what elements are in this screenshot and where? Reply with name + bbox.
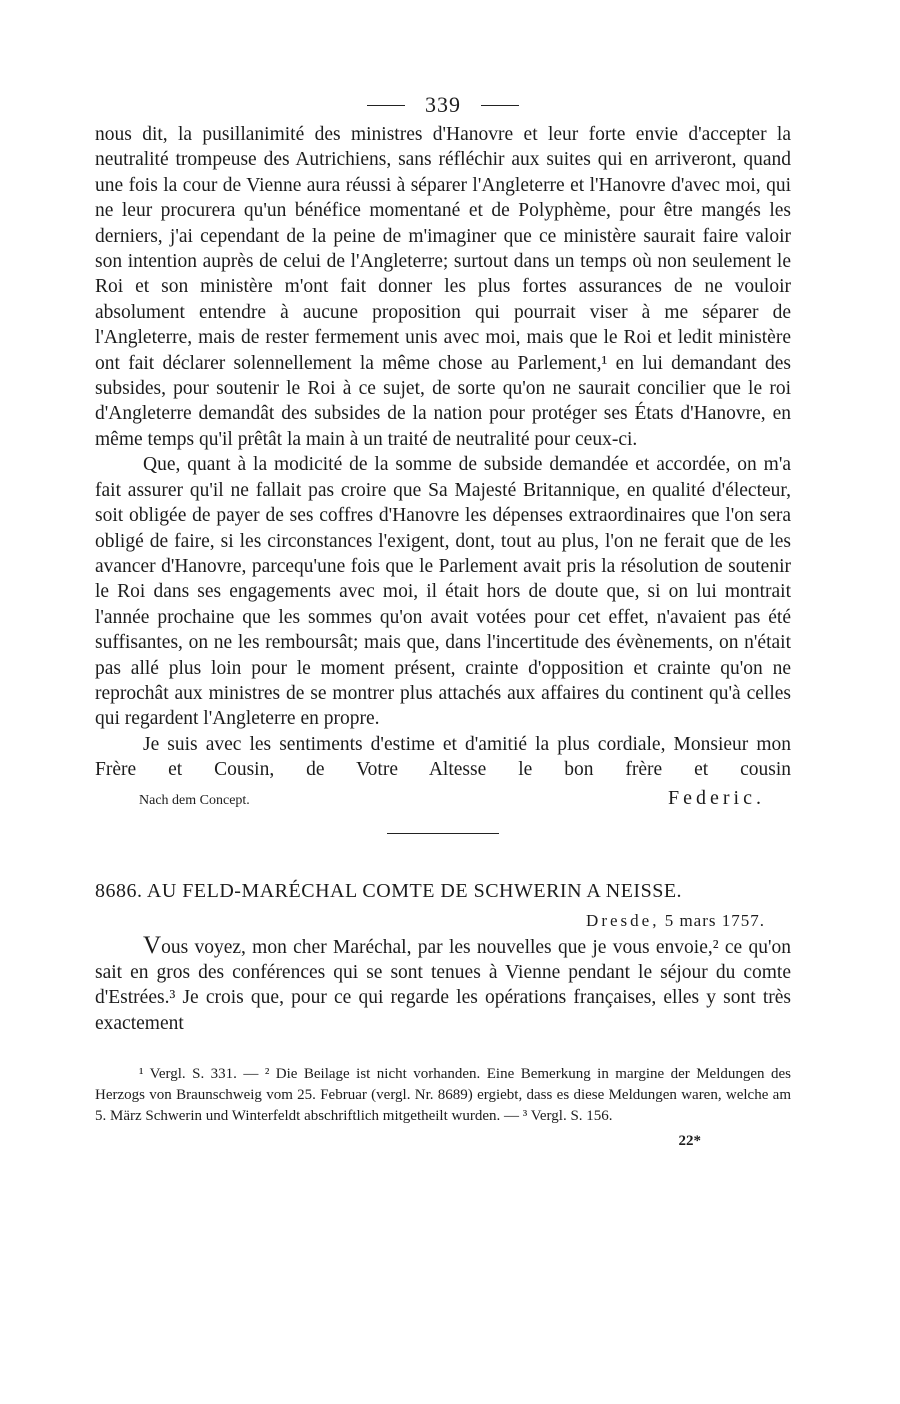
letter-paragraph xyxy=(95,933,791,1037)
body-paragraph-3: Je suis avec les sentiments d'estime et d'amitié la plus cordiale, Monsieur mon Frère et Cousin, de Votre Altesse le bon frère et cousin xyxy=(95,733,791,781)
signature-row xyxy=(95,787,791,821)
body-paragraph-2: Que, quant à la modicité de la somme de subside demandée et accordée, on m'a fait assurer qu'il ne fallait pas croire que Sa Majesté Britannique, en qualité d'électeur, soit obligée de payer de ses coffres d'Hanovre les dépenses extraordinaires que l'on sera obligé de faire, si les circonstances l'exigent, dont, tout au plus, l'on ne ferait que de les avancer d'Hanovre, parcequ'une fois que le Parlement avait pris la résolution de soutenir le Roi dans ses engagements avec moi, il était hors de doute que, si on lui montrait l'année prochaine que les sommes qu'on avait votées pour cet effet, n'avaient pas été suffisantes, on ne les remboursât; mais que, dans l'incertitude des évènements, on n'était pas allé plus loin pour le moment présent, crainte d'opposition et crainte qu'on ne reprochât aux ministres de se montrer plus attachés aux affaires du continent qu'à celles qui regardent l'Angleterre en propre. xyxy=(95,454,791,730)
section-divider xyxy=(387,833,499,834)
footnotes xyxy=(95,1064,791,1127)
page-content xyxy=(95,88,791,1150)
footnote-text: ¹ Vergl. S. 331. — ² Die Beilage ist nicht vorhanden. Eine Bemerkung in margine der Meldungen des Herzogs von Braunschweig vom 25. Februar (vergl. Nr. 8689) ergiebt, dass es diese Meldungen waren, welche am 5. März Schwerin und Winterfeldt abschriftlich mitgetheilt wurden. — ³ Vergl. S. 156. xyxy=(95,1066,791,1125)
body-paragraph-1: nous dit, la pusillanimité des ministres d'Hanovre et leur forte envie d'accepter la neutralité trompeuse des Autrichiens, sans réfléchir aux suites qui en arriveront, quand une fois la cour de Vienne aura réussi à séparer l'Angleterre et l'Hanovre d'avec moi, qui ne leur procurera qu'un bénéfice momentané et de Polyphème, pour être mangés les derniers, j'ai cependant de la peine de m'imaginer que ce ministère saurait faire valoir son intention auprès de celui de l'Angleterre; surtout dans un temps où non seulement le Roi et son ministère m'ont fait donner les plus fortes assurances de ne vouloir absolument entendre à aucune proposition qui pourrait viser à me séparer de l'Angleterre, mais de rester fermement unis avec moi, mais que le Roi et ledit ministère ont fait déclarer solennellement la même chose au Parlement,¹ en lui demandant des subsides, pour soutenir le Roi à ce sujet, de sorte qu'on ne saurait concilier que le roi d'Angleterre demandât des subsides de la nation pour protéger ses États d'Hanovre, en même temps qu'il prêtât la main à un traité de neutralité pour ceux-ci. xyxy=(95,124,791,450)
letter-title: 8686. AU FELD-MARÉCHAL COMTE DE SCHWERIN A NEISSE. xyxy=(95,879,683,902)
letter-date: 5 mars 1757. xyxy=(664,910,765,930)
letter-text: ous voyez, mon cher Maréchal, par les nouvelles que je vous envoie,² ce qu'on sait en gros des conférences qui se sont tenues à Vienne pendant le séjour du comte d'Estrées.³ Je crois que, pour ce qui regarde les opérations françaises, elles y sont très exactement xyxy=(95,936,791,1034)
letter-dateline xyxy=(95,911,791,931)
page-number: 339 xyxy=(425,92,461,117)
letter-body xyxy=(95,933,791,1037)
sheet-signature-mark: 22* xyxy=(678,1133,701,1150)
previous-letter-body xyxy=(95,122,791,783)
letter-place: Dresde, xyxy=(586,910,660,930)
header-dash-right xyxy=(481,105,519,106)
header-dash-left xyxy=(367,105,405,106)
page-header xyxy=(95,88,791,122)
signature: Federic. xyxy=(668,786,765,809)
source-note: Nach dem Concept. xyxy=(139,792,250,808)
letter-dropcap: V xyxy=(143,931,162,959)
